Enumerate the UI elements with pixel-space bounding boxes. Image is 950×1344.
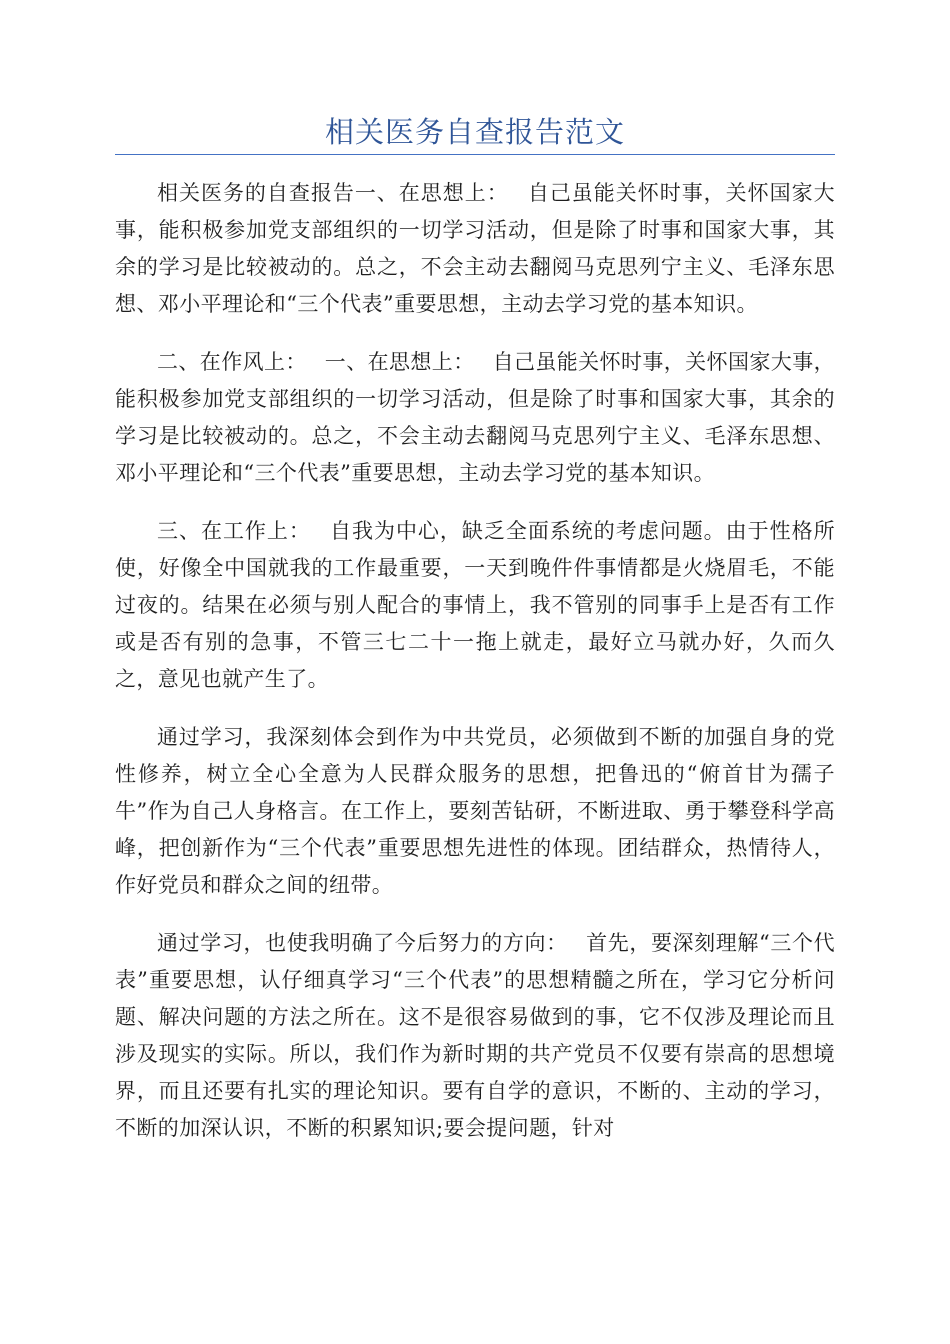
- paragraph-2: 二、在作风上： 一、在思想上： 自己虽能关怀时事，关怀国家大事，能积极参加党支部组织的一切学习活动，但是除了时事和国家大事，其余的学习是比较被动的。总之，不会主动去翻阅马克思列宁主义、毛泽东思想、邓小平理论和“三个代表”重要思想，主动去学习党的基本知识。: [115, 350, 835, 485]
- title-underline: [115, 154, 835, 155]
- document-body: [115, 175, 835, 1168]
- paragraph-4: 通过学习，我深刻体会到作为中共党员，必须做到不断的加强自身的党性修养，树立全心全意为人民群众服务的思想，把鲁迅的“俯首甘为孺子牛”作为自己人身格言。在工作上，要刻苦钻研，不断进取、勇于攀登科学高峰，把创新作为“三个代表”重要思想先进性的体现。团结群众，热情待人，作好党员和群众之间的纽带。: [115, 725, 835, 897]
- paragraph-1: 相关医务的自查报告一、在思想上： 自己虽能关怀时事，关怀国家大事，能积极参加党支部组织的一切学习活动，但是除了时事和国家大事，其余的学习是比较被动的。总之，不会主动去翻阅马克思列宁主义、毛泽东思想、邓小平理论和“三个代表”重要思想，主动去学习党的基本知识。: [115, 181, 835, 316]
- paragraph-3: 三、在工作上： 自我为中心，缺乏全面系统的考虑问题。由于性格所使，好像全中国就我的工作最重要，一天到晚件件事情都是火烧眉毛，不能过夜的。结果在必须与别人配合的事情上，我不管别的同事手上是否有工作或是否有别的急事，不管三七二十一拖上就走，最好立马就办好，久而久之，意见也就产生了。: [115, 519, 835, 691]
- document-title: 相关医务自查报告范文: [324, 115, 625, 149]
- paragraph-5: 通过学习，也使我明确了今后努力的方向： 首先，要深刻理解“三个代表”重要思想，认仔细真学习“三个代表”的思想精髓之所在，学习它分析问题、解决问题的方法之所在。这不是很容易做到的事，它不仅涉及理论而且涉及现实的实际。所以，我们作为新时期的共产党员不仅要有崇高的思想境界，而且还要有扎实的理论知识。要有自学的意识，不断的、主动的学习，不断的加深认识，不断的积累知识;要会提问题，针对: [115, 931, 835, 1140]
